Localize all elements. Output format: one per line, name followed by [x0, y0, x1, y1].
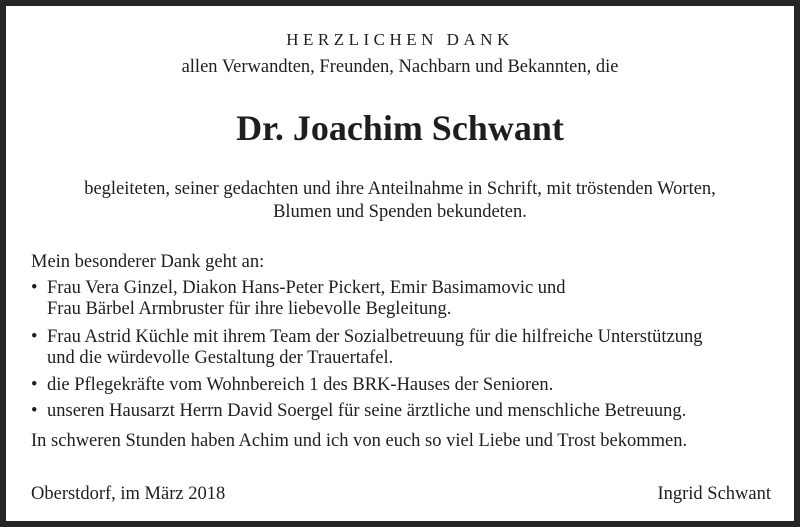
bullet-line: und die würdevolle Gestaltung der Trauertafel.: [47, 348, 394, 368]
paragraph-line: Blumen und Spenden bekundeten.: [273, 202, 527, 222]
bullet-icon: •: [31, 278, 38, 298]
bullet-line: unseren Hausarzt Herrn David Soergel für seine ärztliche und menschliche Betreuung.: [47, 401, 687, 421]
deceased-name: Dr. Joachim Schwant: [236, 108, 564, 148]
bullet-icon: •: [31, 375, 38, 395]
bullet-line: Frau Bärbel Armbruster für ihre liebevolle Begleitung.: [47, 299, 452, 319]
bullet-icon: •: [31, 327, 38, 347]
signature: Ingrid Schwant: [657, 484, 771, 504]
bullet-line: die Pflegekräfte vom Wohnbereich 1 des BRK-Hauses der Senioren.: [47, 375, 554, 395]
bullet-line: Frau Astrid Küchle mit ihrem Team der Sozialbetreuung für die hilfreiche Unterstützung: [47, 327, 703, 347]
closing-sentence: In schweren Stunden haben Achim und ich von euch so viel Liebe und Trost bekommen.: [31, 431, 688, 451]
heading: HERZLICHEN DANK: [286, 30, 514, 49]
notice-page: [6, 6, 794, 521]
bullet-line: Frau Vera Ginzel, Diakon Hans-Peter Pickert, Emir Basimamovic und: [47, 278, 566, 298]
acknowledgement-paragraph: [6, 178, 794, 224]
paragraph-line: begleiteten, seiner gedachten und ihre Anteilnahme in Schrift, mit tröstenden Worten,: [84, 179, 716, 199]
intro-line: allen Verwandten, Freunden, Nachbarn und Bekannten, die: [181, 57, 619, 77]
thanks-intro: Mein besonderer Dank geht an:: [31, 252, 265, 272]
place-date: Oberstdorf, im März 2018: [31, 484, 226, 504]
bullet-icon: •: [31, 401, 38, 421]
